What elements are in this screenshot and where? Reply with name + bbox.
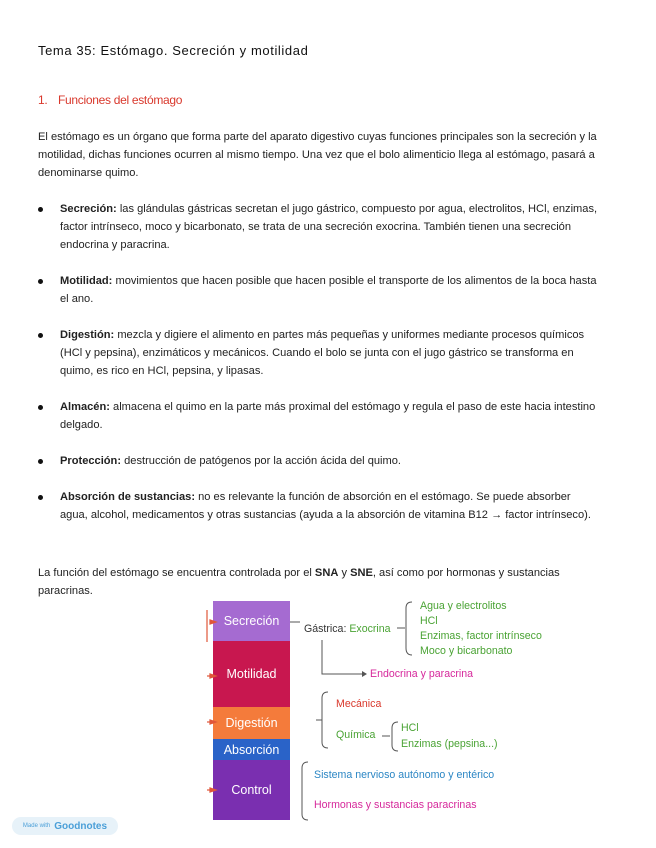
bullet-text: movimientos que hacen posible que hacen posible el transporte de los alimentos de la boca hasta el ano. — [60, 275, 597, 305]
sne-term: SNE — [350, 567, 373, 579]
intro-paragraph: El estómago es un órgano que forma parte del aparato digestivo cuyas funciones principales son la secreción y la motilidad, dichas funciones ocurren al mismo tiempo. Una vez que el bolo alimenticio llega al estómago, pasará a denominarse quimo. — [38, 131, 597, 179]
bullet-term: Motilidad: — [60, 275, 113, 287]
sna-term: SNA — [314, 567, 339, 579]
control-item-sn: Sistema nervioso autónomo y entérico — [314, 769, 495, 781]
quimica-label: Química — [336, 729, 376, 741]
block-motilidad: Motilidad — [213, 641, 290, 707]
bullet-term: Almacén: — [60, 401, 110, 413]
gastrica-text: Gástrica: — [304, 623, 347, 635]
exocrina-item: Moco y bicarbonato — [420, 645, 513, 657]
exocrina-item: Enzimas, factor intrínseco — [420, 630, 542, 642]
watermark-brand: Goodnotes — [54, 820, 108, 832]
block-control: Control — [213, 760, 290, 820]
mecanica-label: Mecánica — [336, 698, 382, 710]
bullet-term: Absorción de sustancias: — [60, 491, 196, 503]
control-item-hormonas: Hormonas y sustancias paracrinas — [314, 799, 477, 811]
bullet-text: no es relevante la función de absorción en el estómago. Se puede absorber agua, alcohol, medicamentos y otras sustancias (ayuda a la absorción de vitamina B12 → factor intrínseco). — [60, 491, 591, 521]
control-text-before: La función del estómago se encuentra controlada por el — [38, 567, 315, 579]
gastrica-label — [304, 623, 391, 635]
bullet-text: destrucción de patógenos por la acción ácida del quimo. — [121, 455, 402, 467]
exocrina-item: Agua y electrolitos — [420, 600, 507, 612]
exocrina-label: Exocrina — [349, 623, 391, 635]
block-digestion: Digestión — [213, 707, 290, 739]
bullet-text: mezcla y digiere el alimento en partes más pequeñas y uniformes mediante procesos químicos (HCl y pepsina), enzimáticos y mecánicos. Cuando el bolo se junta con el jugo gástrico se transforma en quimo, es rico en HCl, pepsina, y lipasas. — [60, 329, 585, 377]
bullet-text: las glándulas gástricas secretan el jugo gástrico, compuesto por agua, electrolitos, HCl, enzimas, factor intrínseco, moco y bicarbonato, se trata de una secreción exocrina. También tienen una secreción endocrina y paracrina. — [60, 203, 598, 251]
page-title: Tema 35: Estómago. Secreción y motilidad — [38, 43, 309, 58]
section-number: 1. — [38, 93, 48, 107]
section-label: Funciones del estómago — [58, 93, 183, 107]
quimica-item: Enzimas (pepsina...) — [401, 738, 498, 750]
bullet-term: Protección: — [60, 455, 122, 467]
bullet-term: Digestión: — [60, 329, 115, 341]
block-secrecion: Secreción — [213, 601, 290, 641]
exocrina-item: HCl — [420, 615, 438, 627]
watermark-small-text: Made with — [22, 823, 51, 829]
quimica-item: HCl — [401, 722, 419, 734]
control-text-after: , así como por hormonas y sustancias paracrinas. — [38, 567, 560, 597]
bullet-term: Secreción: — [60, 203, 117, 215]
block-absorcion: Absorción — [213, 739, 290, 760]
control-text-middle: y — [338, 567, 351, 579]
goodnotes-watermark — [12, 817, 118, 835]
bullet-text: almacena el quimo en la parte más proximal del estómago y regula el paso de este hacia intestino delgado. — [60, 401, 596, 431]
endocrina-label: Endocrina y paracrina — [370, 668, 474, 680]
